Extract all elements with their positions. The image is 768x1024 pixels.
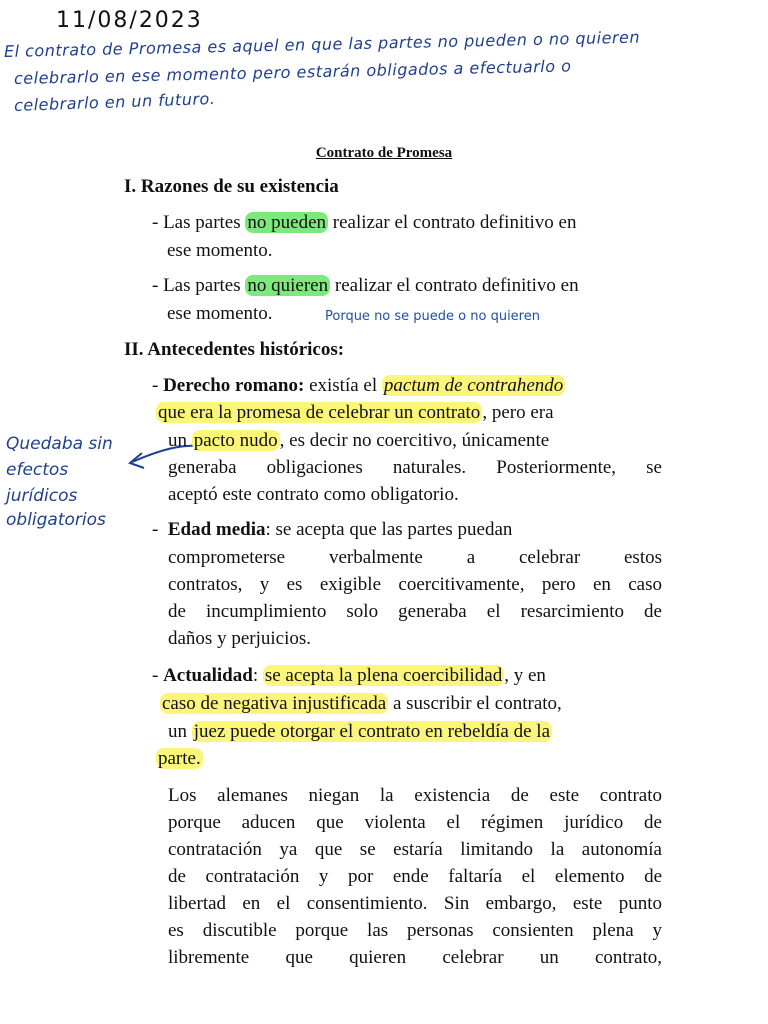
side-note-line: Quedaba sin xyxy=(6,434,113,454)
list-item: - Actualidad: se acepta la plena coercibilidad , y en xyxy=(152,665,546,686)
paragraph-line: contratación ya que se estaría limitando la autonomía xyxy=(168,839,662,860)
list-item: - Las partes no quieren realizar el contrato definitivo en xyxy=(152,275,579,296)
paragraph-line: libremente que quieren celebrar un contrato, xyxy=(168,947,662,968)
highlight: no pueden xyxy=(247,212,327,233)
list-item-continuation: ese momento. xyxy=(167,303,273,324)
highlight: no quieren xyxy=(247,275,329,296)
list-item-continuation: generaba obligaciones naturales. Posteriormente, se xyxy=(168,457,662,478)
list-item: - Derecho romano: existía el pactum de contrahendo xyxy=(152,375,564,396)
paragraph-line: de contratación y por ende faltaría el elemento de xyxy=(168,866,662,887)
section-heading: I. Razones de su existencia xyxy=(124,176,339,197)
list-item: - Las partes no pueden realizar el contrato definitivo en xyxy=(152,212,577,233)
highlight: juez puede otorgar el contrato en rebeldía de la xyxy=(193,721,551,742)
list-item-continuation: aceptó este contrato como obligatorio. xyxy=(168,484,459,505)
highlight: parte. xyxy=(158,748,201,769)
side-note-line: efectos xyxy=(6,460,69,480)
list-item: - Edad media: se acepta que las partes puedan xyxy=(152,519,513,540)
list-item-continuation xyxy=(156,746,203,772)
list-item-continuation: contratos, y es exigible coercitivamente, pero en caso xyxy=(168,574,662,595)
handwritten-note-line: celebrarlo en un futuro. xyxy=(13,88,216,115)
highlight: caso de negativa injustificada xyxy=(162,693,387,714)
list-item-continuation: un juez puede otorgar el contrato en rebeldía de la xyxy=(168,721,551,742)
handwritten-date: 11/08/2023 xyxy=(56,8,203,33)
paragraph-line: porque aducen que violenta el régimen jurídico de xyxy=(168,812,662,833)
document-title: Contrato de Promesa xyxy=(315,145,453,161)
paragraph-line: es discutible porque las personas consienten plena y xyxy=(168,920,662,941)
highlight: se acepta la plena coercibilidad xyxy=(264,665,503,686)
paragraph-line: Los alemanes niegan la existencia de este contrato xyxy=(168,785,662,806)
paragraph-line: libertad en el consentimiento. Sin embargo, este punto xyxy=(168,893,662,914)
inline-handwritten-note: Porque no se puede o no quieren xyxy=(325,309,540,324)
list-item-continuation: un pacto nudo , es decir no coercitivo, únicamente xyxy=(168,430,550,451)
highlight: pacto nudo xyxy=(193,430,278,451)
handwritten-note-line: El contrato de Promesa es aquel en que las partes no pueden o no quieren xyxy=(3,27,641,61)
list-item-continuation: que era la promesa de celebrar un contrato , pero era xyxy=(158,402,554,423)
side-note-line: jurídicos xyxy=(6,486,78,506)
list-item-continuation: daños y perjuicios. xyxy=(168,628,312,649)
handwritten-note-line: celebrarlo en ese momento pero estarán obligados a efectuarlo o xyxy=(13,56,572,88)
list-item-continuation: de incumplimiento solo generaba el resarcimiento de xyxy=(168,601,662,622)
list-item-continuation: ese momento. xyxy=(167,240,273,261)
highlight: que era la promesa de celebrar un contrato xyxy=(158,402,481,423)
list-item-continuation: caso de negativa injustificada a suscribir el contrato, xyxy=(162,693,562,714)
side-note-line: obligatorios xyxy=(6,510,106,530)
highlight: pactum de contrahendo xyxy=(383,375,564,396)
section-heading: II. Antecedentes históricos: xyxy=(124,339,345,360)
list-item-continuation: comprometerse verbalmente a celebrar estos xyxy=(168,547,662,568)
